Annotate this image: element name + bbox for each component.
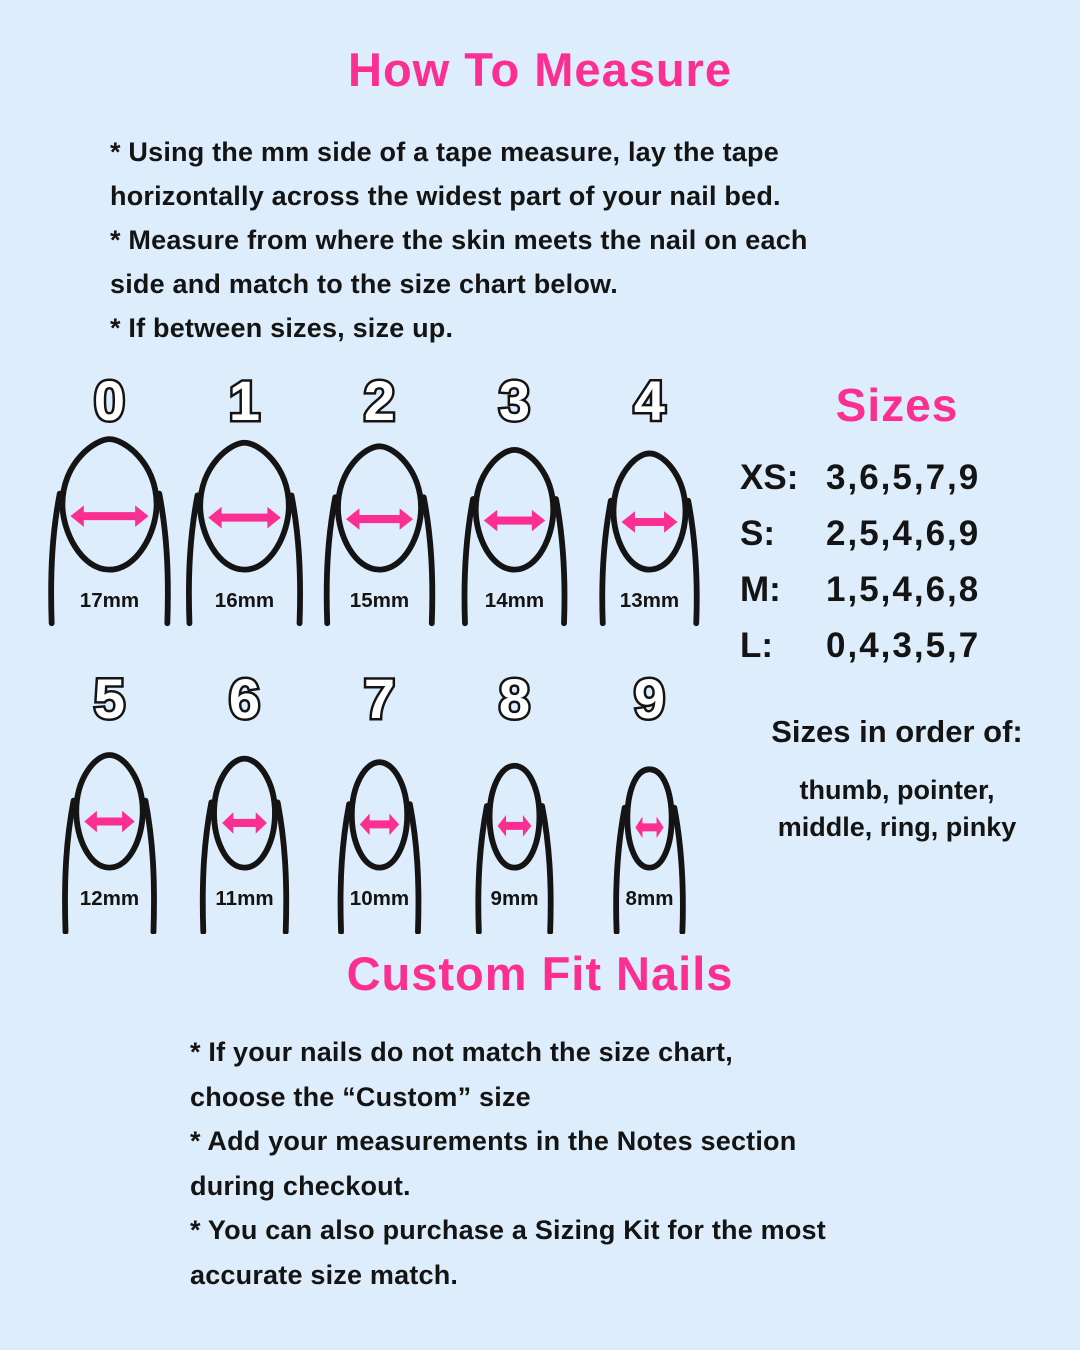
instruction-line: horizontally across the widest part of your nail bed.	[110, 181, 781, 211]
size-chart	[42, 369, 722, 934]
width-arrow-icon	[222, 812, 267, 833]
sizes-title: Sizes	[835, 379, 959, 431]
size-preset-values: 1,5,4,6,8	[826, 570, 981, 609]
finger-line-right	[292, 495, 301, 623]
measuring-instructions	[110, 130, 990, 350]
finger-line-left	[65, 801, 74, 932]
width-arrow-icon	[84, 811, 134, 832]
finger-line-right	[410, 804, 419, 932]
nail-figure-8	[447, 667, 582, 934]
width-arrow-icon	[622, 511, 678, 532]
size-preset-row	[740, 514, 1054, 554]
finger-order-line: middle, ring, pinky	[777, 812, 1017, 842]
size-number: 4	[633, 369, 666, 432]
finger-line-left	[203, 802, 212, 932]
finger-illustration	[578, 430, 721, 636]
width-label: 17mm	[79, 589, 140, 613]
size-number: 8	[498, 667, 531, 730]
finger-illustration	[578, 728, 721, 934]
width-arrow-icon	[360, 814, 399, 835]
nail-outline	[490, 766, 540, 868]
finger-line-right	[159, 494, 168, 624]
instruction-line: * If between sizes, size up.	[110, 313, 454, 343]
finger-illustration	[173, 728, 316, 934]
nail-outline	[338, 446, 421, 569]
nail-outline	[62, 439, 156, 569]
size-preset-label: M:	[740, 570, 781, 609]
width-arrow-icon	[70, 505, 148, 526]
finger-order-title: Sizes in order of:	[771, 714, 1023, 749]
finger-line-right	[542, 806, 551, 932]
finger-illustration	[308, 430, 451, 636]
nail-figure-4	[582, 369, 717, 636]
finger-order	[740, 772, 1054, 846]
instruction-line: * Measure from where the skin meets the nail on each	[110, 225, 808, 255]
size-row-top	[42, 369, 722, 636]
nail-outline	[627, 769, 671, 867]
width-arrow-icon	[635, 817, 663, 838]
finger-line-left	[341, 804, 350, 932]
custom-fit-title: Custom Fit Nails	[346, 947, 734, 1000]
finger-line-left	[51, 494, 60, 624]
nail-figure-1	[177, 369, 312, 636]
finger-line-left	[478, 806, 487, 932]
finger-line-left	[189, 495, 198, 623]
instruction-line: * Using the mm side of a tape measure, lay the tape	[110, 137, 779, 167]
page-title: How To Measure	[348, 43, 732, 96]
width-label: 14mm	[484, 589, 545, 613]
size-number: 1	[228, 369, 261, 432]
nail-figure-0	[42, 369, 177, 636]
finger-line-right	[688, 501, 697, 623]
width-arrow-icon	[346, 508, 413, 529]
width-label: 11mm	[215, 887, 274, 911]
nail-outline	[476, 450, 554, 570]
size-number: 2	[363, 369, 396, 432]
finger-line-right	[424, 497, 433, 623]
custom-instruction-line: accurate size match.	[190, 1259, 459, 1290]
size-preset-row	[740, 626, 1054, 666]
nail-outline	[76, 755, 142, 868]
size-number: 5	[93, 667, 126, 730]
custom-fit-instructions	[190, 1030, 1010, 1297]
finger-line-right	[145, 801, 154, 932]
finger-line-left	[464, 499, 473, 623]
finger-illustration	[443, 728, 586, 934]
nail-figure-2	[312, 369, 447, 636]
size-number: 0	[93, 369, 126, 432]
width-label: 10mm	[349, 887, 410, 911]
width-arrow-icon	[208, 507, 281, 528]
width-label: 13mm	[619, 589, 680, 613]
size-presets	[740, 458, 1054, 666]
finger-line-left	[616, 808, 625, 932]
width-label: 9mm	[490, 887, 539, 911]
size-row-bottom	[42, 667, 722, 934]
finger-line-right	[278, 802, 287, 932]
custom-instruction-line: * If your nails do not match the size chart,	[190, 1037, 733, 1067]
finger-line-left	[602, 501, 611, 623]
size-number: 9	[633, 667, 666, 730]
width-arrow-icon	[498, 815, 532, 836]
nail-outline	[352, 762, 407, 867]
finger-line-right	[674, 808, 683, 932]
nail-outline	[613, 453, 685, 569]
finger-illustration	[173, 430, 316, 636]
instruction-line: side and match to the size chart below.	[110, 269, 618, 299]
finger-line-right	[556, 499, 565, 623]
nail-outline	[214, 759, 275, 868]
width-label: 16mm	[214, 589, 275, 613]
size-number: 6	[228, 667, 261, 730]
custom-instruction-line: * Add your measurements in the Notes section	[190, 1126, 797, 1156]
size-preset-values: 3,6,5,7,9	[826, 458, 981, 497]
size-preset-values: 0,4,3,5,7	[826, 626, 981, 665]
nail-figure-5	[42, 667, 177, 934]
finger-illustration	[38, 430, 181, 636]
nail-figure-9	[582, 667, 717, 934]
nail-figure-7	[312, 667, 447, 934]
size-number: 7	[363, 667, 396, 730]
custom-instruction-line: during checkout.	[190, 1170, 411, 1201]
sizes-panel	[740, 378, 1054, 846]
finger-line-left	[327, 497, 336, 623]
finger-illustration	[443, 430, 586, 636]
size-preset-row	[740, 458, 1054, 498]
width-label: 12mm	[79, 887, 140, 911]
custom-instruction-line: * You can also purchase a Sizing Kit for the most	[190, 1215, 826, 1245]
nail-figure-3	[447, 369, 582, 636]
size-preset-values: 2,5,4,6,9	[826, 514, 981, 553]
size-preset-label: L:	[740, 626, 774, 665]
finger-order-line: thumb, pointer,	[799, 775, 995, 805]
size-preset-row	[740, 570, 1054, 610]
width-arrow-icon	[484, 510, 545, 531]
nail-outline	[200, 443, 289, 570]
size-preset-label: XS:	[740, 458, 799, 497]
finger-illustration	[38, 728, 181, 934]
nail-figure-6	[177, 667, 312, 934]
width-label: 15mm	[349, 589, 410, 613]
size-preset-label: S:	[740, 514, 775, 553]
custom-instruction-line: choose the “Custom” size	[190, 1081, 531, 1112]
width-label: 8mm	[625, 887, 674, 911]
size-number: 3	[498, 369, 531, 432]
finger-illustration	[308, 728, 451, 934]
